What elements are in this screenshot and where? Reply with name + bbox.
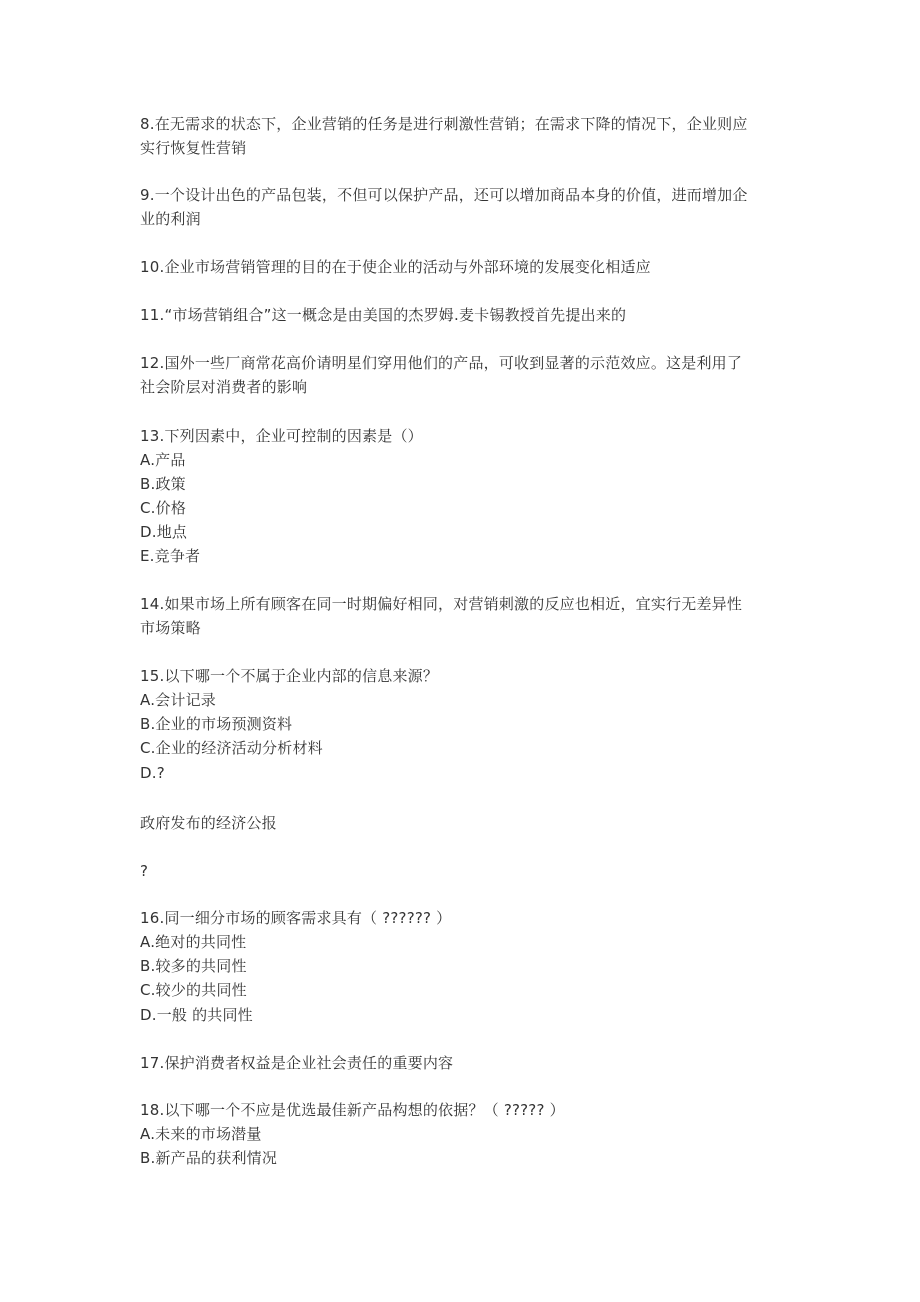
question-16-option-b: B.较多的共同性 (140, 957, 247, 975)
question-18-option-b: B.新产品的获利情况 (140, 1149, 278, 1167)
question-15-option-a: A.会计记录 (140, 691, 216, 709)
question-13-option-d: D.地点 (140, 523, 188, 541)
question-16-text: 16.同一细分市场的顾客需求具有（ ?????? ） (140, 909, 452, 927)
question-13-text: 13.下列因素中，企业可控制的因素是（） (140, 427, 423, 445)
question-8-line-2: 实行恢复性营销 (140, 139, 247, 157)
question-14-line-2: 市场策略 (140, 619, 201, 637)
question-15-extra-text: 政府发布的经济公报 (140, 814, 277, 832)
question-12-line-1: 12.国外一些厂商常花高价请明星们穿用他们的产品，可收到显著的示范效应。这是利用了 (140, 354, 743, 372)
question-9-line-2: 业的利润 (140, 210, 201, 228)
question-17-line-1: 17.保护消费者权益是企业社会责任的重要内容 (140, 1054, 454, 1072)
question-16-option-d: D.一般 的共同性 (140, 1006, 253, 1024)
question-16-option-c: C.较少的共同性 (140, 981, 247, 999)
question-15-option-b: B.企业的市场预测资料 (140, 715, 293, 733)
question-14-line-1: 14.如果市场上所有顾客在同一时期偏好相同，对营销刺激的反应也相近，宜实行无差异性 (140, 595, 743, 613)
question-13-option-e: E.竞争者 (140, 547, 201, 565)
question-18-text: 18.以下哪一个不应是优选最佳新产品构想的依据？（ ????? ） (140, 1101, 565, 1119)
question-12-line-2: 社会阶层对消费者的影响 (140, 378, 308, 396)
question-18-option-a: A.未来的市场潜量 (140, 1125, 262, 1143)
question-13-option-c: C.价格 (140, 499, 187, 517)
question-15-extra-mark: ? (140, 862, 149, 880)
question-15-text: 15.以下哪一个不属于企业内部的信息来源？ (140, 667, 439, 685)
question-10-line-1: 10.企业市场营销管理的目的在于使企业的活动与外部环境的发展变化相适应 (140, 258, 651, 276)
question-9-line-1: 9.一个设计出色的产品包装，不但可以保护产品，还可以增加商品本身的价值，进而增加企 (140, 186, 748, 204)
question-13-option-a: A.产品 (140, 451, 186, 469)
question-8-line-1: 8.在无需求的状态下，企业营销的任务是进行刺激性营销；在需求下降的情况下，企业则应 (140, 115, 748, 133)
question-15-option-d: D.? (140, 764, 165, 782)
question-13-option-b: B.政策 (140, 475, 186, 493)
question-11-line-1: 11.“市场营销组合”这一概念是由美国的杰罗姆.麦卡锡教授首先提出来的 (140, 306, 627, 324)
question-16-option-a: A.绝对的共同性 (140, 933, 247, 951)
question-15-option-c: C.企业的经济活动分析材料 (140, 739, 323, 757)
